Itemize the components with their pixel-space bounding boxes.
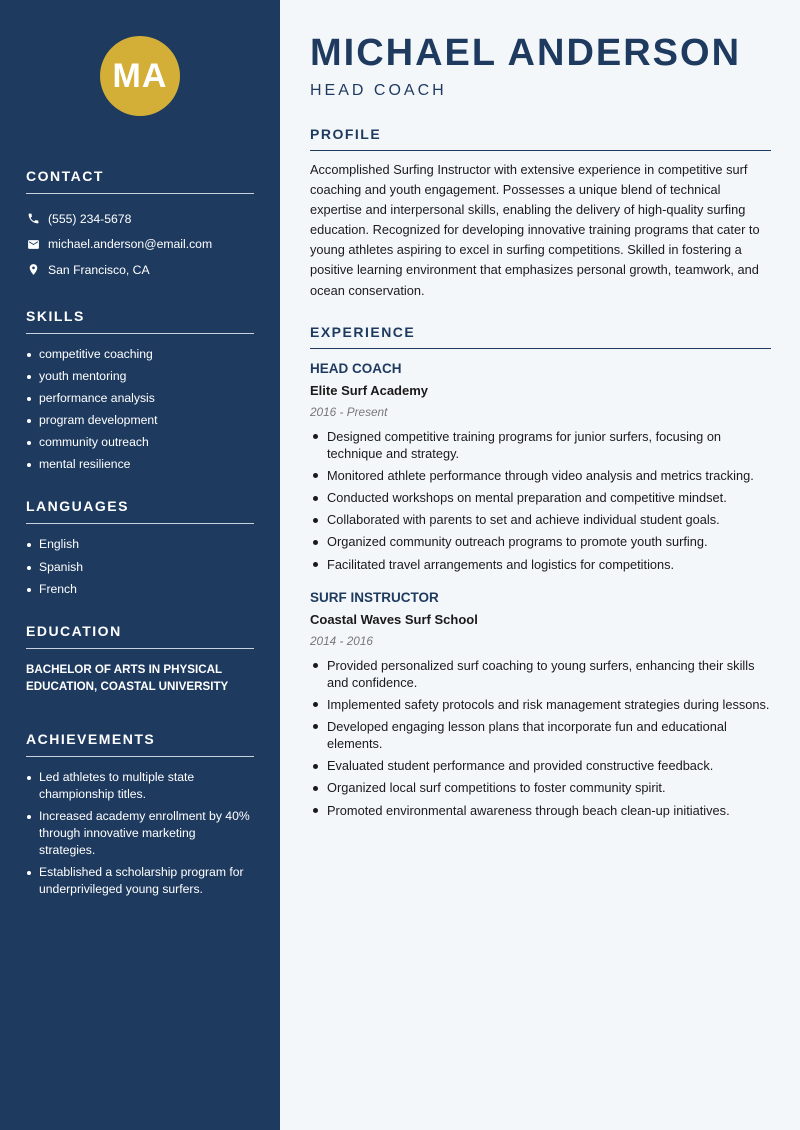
job-title: HEAD COACH: [310, 360, 402, 376]
skill-item: competitive coaching: [26, 346, 254, 363]
avatar: [100, 36, 180, 116]
contact-email-text[interactable]: michael.anderson@email.com: [48, 237, 213, 252]
languages-list: [26, 536, 254, 597]
job-company: Elite Surf Academy: [310, 382, 429, 398]
skill-item: program development: [26, 412, 254, 429]
skills-heading: SKILLS: [26, 308, 254, 334]
skill-item: mental resilience: [26, 456, 254, 473]
duty-item: Collaborated with parents to set and achieve individual student goals.: [310, 511, 771, 528]
skill-item: youth mentoring: [26, 368, 254, 385]
skills-section: [26, 308, 254, 474]
language-item: Spanish: [26, 559, 254, 576]
job-dates: 2016 - Present: [310, 404, 388, 419]
duty-item: Implemented safety protocols and risk management strategies during lessons.: [310, 696, 771, 713]
skill-item: community outreach: [26, 434, 254, 451]
duty-item: Evaluated student performance and provided constructive feedback.: [310, 757, 771, 774]
job-duties: [310, 428, 771, 573]
mail-icon: [26, 237, 40, 251]
languages-section: [26, 498, 254, 597]
achievements-section: [26, 731, 254, 898]
job-title-header: HEAD COACH: [310, 82, 447, 99]
job-duties: [310, 657, 771, 819]
achievements-heading: ACHIEVEMENTS: [26, 731, 254, 757]
duty-item: Facilitated travel arrangements and logistics for competitions.: [310, 556, 771, 573]
language-item: English: [26, 536, 254, 553]
contact-email: [26, 232, 254, 258]
languages-heading: LANGUAGES: [26, 498, 254, 524]
contact-section: [26, 168, 254, 283]
duty-item: Developed engaging lesson plans that incorporate fun and educational elements.: [310, 718, 771, 752]
contact-location-text: San Francisco, CA: [48, 262, 150, 277]
experience-section: [310, 324, 771, 819]
language-item: French: [26, 581, 254, 598]
achievement-item: Increased academy enrollment by 40% through innovative marketing strategies.: [26, 808, 254, 859]
profile-text: Accomplished Surfing Instructor with extensive experience in competitive surf coaching and youth engagement. Possesses a unique blend of technical expertise and interpersonal skills, enabling the delivery of high-quality surfing education. Recognized for developing innovative training programs that cater to young athletes aspiring to excel in surfing competitions. Skilled in fostering a positive learning environment that emphasizes personal growth, teamwork, and ocean conservation.: [310, 162, 760, 298]
achievements-list: [26, 769, 254, 898]
duty-item: Provided personalized surf coaching to young surfers, enhancing their skills and confidence.: [310, 657, 771, 691]
duty-item: Monitored athlete performance through video analysis and metrics tracking.: [310, 467, 771, 484]
job-entry: [310, 358, 771, 573]
contact-heading: CONTACT: [26, 168, 254, 194]
education-heading: EDUCATION: [26, 623, 254, 649]
duty-item: Promoted environmental awareness through beach clean-up initiatives.: [310, 802, 771, 819]
profile-section: [310, 126, 771, 301]
contact-phone-text[interactable]: (555) 234-5678: [48, 211, 132, 226]
contact-phone: [26, 206, 254, 232]
duty-item: Designed competitive training programs for junior surfers, focusing on technique and strategy.: [310, 428, 771, 462]
skill-item: performance analysis: [26, 390, 254, 407]
main-content: [280, 0, 800, 1130]
job-company: Coastal Waves Surf School: [310, 611, 478, 627]
job-entry: [310, 587, 771, 819]
achievement-item: Led athletes to multiple state championship titles.: [26, 769, 254, 803]
education-degree: BACHELOR OF ARTS IN PHYSICAL EDUCATION, COASTAL UNIVERSITY: [26, 662, 229, 693]
duty-item: Conducted workshops on mental preparation and competitive mindset.: [310, 489, 771, 506]
skills-list: [26, 346, 254, 474]
location-pin-icon: [26, 263, 40, 277]
full-name: MICHAEL ANDERSON: [310, 32, 742, 74]
avatar-initials: MA: [112, 56, 168, 95]
duty-item: Organized community outreach programs to promote youth surfing.: [310, 533, 771, 550]
phone-icon: [26, 212, 40, 226]
job-dates: 2014 - 2016: [310, 633, 373, 648]
achievement-item: Established a scholarship program for underprivileged young surfers.: [26, 864, 254, 898]
profile-heading: PROFILE: [310, 126, 771, 151]
contact-location: [26, 257, 254, 283]
sidebar: [0, 0, 280, 1130]
job-title: SURF INSTRUCTOR: [310, 589, 439, 605]
duty-item: Organized local surf competitions to foster community spirit.: [310, 779, 771, 796]
experience-heading: EXPERIENCE: [310, 324, 771, 349]
education-section: [26, 623, 254, 695]
